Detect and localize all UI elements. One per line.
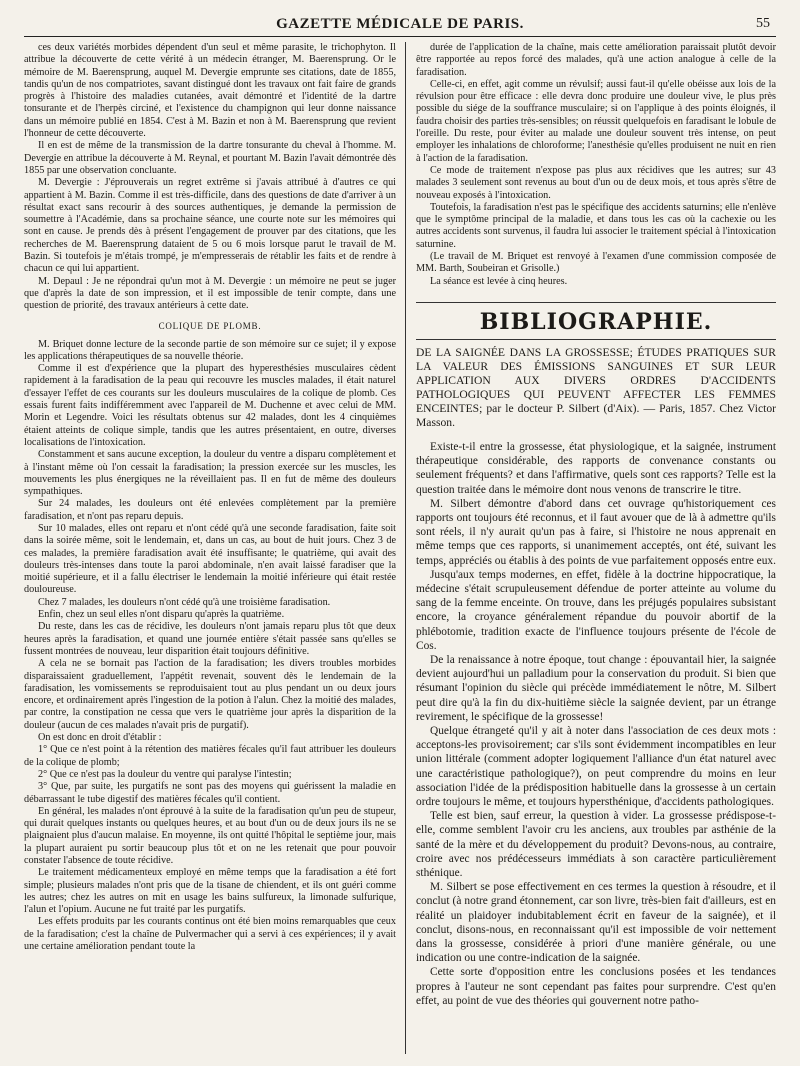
left-column: [24, 42, 396, 1054]
bibliographie-heading: BIBLIOGRAPHIE.: [479, 308, 713, 335]
paragraph: M. Briquet donne lecture de la seconde partie de son mémoire sur ce sujet; il y expose les applications thérapeutiques de sa nouvelle théorie.: [24, 338, 396, 362]
two-column-body: [24, 42, 776, 1054]
paragraph: Quelque étrangeté qu'il y ait à noter dans l'association de ces deux mots : acceptons-les provisoirement; car s'ils sont évidemment incompatibles en leur union littérale (comment adopter logiquement l'alliance d'un état naturel avec une caractéristique pathologique?), on peut comprendre du moins en leur association l'idée de la prédisposition habituelle dans la grossesse à un certain ordre toujours le même, et toujours hypersthénique, d'accidents pathologiques.: [416, 725, 776, 809]
page-header: [24, 10, 776, 37]
page-number: 55: [756, 16, 770, 31]
newspaper-page: [24, 10, 776, 1060]
paragraph: Comme il est d'expérience que la plupart des hyperesthésies musculaires cèdent rapidement à la faradisation de la peau qui recouvre les muscles malades, il était naturel d'essayer l'effet de ces courants sur les douleurs musculaires de la colique de plomb. Ces essais furent faits indifféremment avec l'appareil de M. Duchenne et avec celui de MM. Morin et Legendre. Voici les résultats obtenus sur 42 malades, dont les 4 cinquièmes étaient atteints de colique simple, tandis que les autres présentaient, en outre, diverses localisations de l'intoxication.: [24, 363, 396, 448]
report-continuation: [416, 42, 776, 288]
paragraph: De la renaissance à notre époque, tout change : épouvantail hier, la saignée devient aujourd'hui un palladium pour la conservation du produit. Si bien que résumant l'opinion du siècle qui précède immédiatement le nôtre, M. Silbert peut dire qu'à la fin du dix-huitième siècle la saignée devient, par un étrange revirement, le spécifique de la grossesse!: [416, 653, 776, 723]
paragraph: M. Silbert démontre d'abord dans cet ouvrage qu'historiquement ces rapports ont toujours été reconnus, et il faut avouer que de là à admettre qu'ils sont réels, il n'y aurait qu'un pas à faire, si l'histoire ne nous apprenait en même temps que ces rapports, si unanimement acceptés, ont été, suivant les temps, appréciés ou établis à des points de vue parfaitement opposés entre eux.: [416, 497, 776, 567]
paragraph: En général, les malades n'ont éprouvé à la suite de la faradisation qu'un peu de stupeur, qui durait quelques instants ou quelques heures, et au bout d'un ou de deux jours ils ne se plaignaient plus d'aucun malaise. En moyenne, ils ont quitté l'hôpital le septième jour, mais la plupart auraient pu sortir beaucoup plus tôt et on ne les retenait que pour pouvoir constater l'absence de toute récidive.: [24, 805, 396, 866]
paragraph: Chez 7 malades, les douleurs n'ont cédé qu'à une troisième faradisation.: [38, 596, 331, 608]
paragraph: Constamment et sans aucune exception, la douleur du ventre a disparu complètement et à l'instant même où l'on cessait la faradisation; la pression exercée sur les muscles, les mouvements les plus énergiques ne la réveillaient pas. Il en fut de même des douleurs sympathiques.: [24, 449, 396, 498]
paragraph: ces deux variétés morbides dépendent d'un seul et même parasite, le trichophyton. Il attribue la découverte de cette vérité à un médecin étranger, M. Baerensprung. Or le mémoire de M. Baerensprung, auquel M. Devergie emprunte ses citations, date de 1855, tandis qu'un de nos compatriotes, savant distingué dont les travaux ont fait faire de grands progrès à l'histoire des maladies cutanées, avait démontré et l'identité de la dartre tonsurante et de l'herpès circiné, et l'existence du champignon qui leur donne naissance dans un mémoire publié en 1854. C'est à M. Bazin et non à M. Baerensprung que revient l'honneur de cette découverte.: [24, 42, 396, 140]
section-heading-colique: COLIQUE DE PLOMB.: [158, 320, 262, 331]
paragraph: M. Devergie : J'éprouverais un regret extrême si j'avais attribué à d'autres ce qui appartient à M. Bazin. Comme il est très-difficile, dans des questions de date d'arriver à un résultat exact sans recourir à des sources authentiques, je demande la permission de soumettre à l'Académie, dans sa prochaine séance, une courte note sur les mémoires qui sont en cause. Je prends dès à présent l'engagement de prouver par des citations, que les recherches de M. Baerensprung dataient de 5 ou 6 mois lorsque parut le travail de M. Bazin. Si toutefois je m'étais trompé, je m'empresserais de rétablir les faits et de rendre à chacun ce qui lui appartient.: [24, 177, 396, 275]
column-divider: [405, 42, 406, 1054]
list-item: 2° Que ce n'est pas la douleur du ventre qui paralyse l'intestin;: [38, 768, 292, 780]
paragraph: Le traitement médicamenteux employé en même temps que la faradisation a été fort simple; plusieurs malades n'ont pris que de la tisane de chiendent, et ils ont guéri comme les autres; chez les autres on mit en usage les bains sulfureux, la limonade sulfurique, l'alun et l'opium. Aucune ne fut traité par les purgatifs.: [24, 867, 396, 916]
paragraph: Sur 24 malades, les douleurs ont été enlevées complètement par la première faradisation, et n'ont pas reparu depuis.: [24, 498, 396, 522]
paragraph: A cela ne se bornait pas l'action de la faradisation; les divers troubles morbides disparaissaient graduellement, l'appétit revenait, souvent dès le lendemain de la faradisation, les vomissements se reproduisaient tout au plus pendant un ou deux jours encore, et ordinairement après l'ingestion de la potion à l'alun. Chez la moitié des malades, par contre, la constipation ne cessa que vers le quatrième jour après la disparition de la douleur (aucun de ces malades n'avait pris de purgatif).: [24, 658, 396, 731]
reviewed-book-title: DE LA SAIGNÉE DANS LA GROSSESSE; ÉTUDES PRATIQUES SUR LA VALEUR DES ÉMISSIONS SANGUINES ET SUR LEUR APPLICATION AUX DIVERS ORDRES D'ACCIDENTS PATHOLOGIQUES QUI PEUVENT AFFECTER LES FEMMES ENCEINTES; par le docteur P. Silbert (d'Aix). — Paris, 1857. Chez Victor Masson.: [416, 345, 776, 429]
paragraph: Les effets produits par les courants continus ont été bien moins remarquables que ceux de la faradisation; c'est la chaîne de Pulvermacher qui a servi à ces expériences; il y avait une certaine amélioration pendant toute la: [24, 916, 396, 953]
heading-underline: [416, 339, 776, 340]
list-item: 1° Que ce n'est point à la rétention des matières fécales qu'il faut attribuer les douleurs de la colique de plomb;: [24, 744, 396, 768]
paragraph: durée de l'application de la chaîne, mais cette amélioration paraissait plutôt devoir être rapportée au repos forcé des malades, qu'à une action analogue à celle de la faradisation.: [416, 42, 776, 78]
paragraph: Sur 10 malades, elles ont reparu et n'ont cédé qu'à une seconde faradisation, faite soit dans la soirée même, soit le lendemain, et, dans un cas, au bout de huit jours. Chez 3 de ces malades, la première faradisation avait été insuffisante; le quatrième, qui avait des douleurs très-intenses dans toute la paroi abdominale, n'en avait laissé faradiser que la moitié supérieure, et il a fallu électriser le lendemain la moitié inférieure qui était restée douloureuse.: [24, 522, 396, 596]
paragraph: Celle-ci, en effet, agit comme un révulsif; aussi faut-il qu'elle obéisse aux lois de la révulsion pour être efficace : elle devra donc produire une douleur vive, le plus près possible du siége de la souffrance musculaire; si on l'applique à des points éloignés, il faudra choisir des parties très-sensibles; on réussit quelquefois en faradisant le lobule de l'oreille. Du reste, pour éviter au malade une douleur souvent très intense, on peut employer les inhalations de chloroforme; l'anesthésie qu'elles produisent ne nuit en rien à l'action de la faradisation.: [416, 78, 776, 164]
right-column: [416, 42, 776, 1054]
paragraph: M. Depaul : Je ne répondrai qu'un mot à M. Devergie : un mémoire ne peut se juger que d'après la date de son impression, et il est impossible de tenir compte, dans une question de priorité, des travaux antérieurs à cette date.: [24, 275, 396, 312]
paragraph: Du reste, dans les cas de récidive, les douleurs n'ont jamais reparu plus tôt que deux heures après la faradisation, et quand une journée entière s'était passée sans qu'elles se fussent montrées de nouveau, leur disparition était toujours définitive.: [24, 621, 396, 657]
paragraph: M. Silbert se pose effectivement en ces termes la question à résoudre, et il conclut (à notre grand étonnement, car son livre, très-bien fait d'ailleurs, est en réalité un plaidoyer indubitablement écrit en faveur de la saignée), et il conclut, disons-nous, en reconnaissant qu'il est impossible de voir nettement dans la grossesse, considérée à priori d'une manière générale, ou une indication ou une contre-indication de la saignée.: [416, 881, 776, 965]
review-body: [416, 440, 776, 1008]
section-rule: [416, 302, 776, 303]
paragraph: Cette sorte d'opposition entre les conclusions posées et les tendances propres à l'auteur ne sont cependant pas faites pour surprendre. C'est qu'en effet, au point de vue des théories qui gouvernent notre patho-: [416, 966, 776, 1007]
paragraph: Ce mode de traitement n'expose pas plus aux récidives que les autres; sur 43 malades 3 seulement sont revenus au bout d'un ou de deux mois, et tous après s'être de nouveau exposés à l'intoxication.: [416, 164, 776, 201]
paragraph: Il en est de même de la transmission de la dartre tonsurante du cheval à l'homme. M. Devergie en attribue la découverte à M. Reynal, et pourtant M. Bazin l'avait démontrée dès 1855 par une observation concluante.: [24, 140, 396, 176]
paragraph: Toutefois, la faradisation n'est pas le spécifique des accidents saturnins; elle n'enlève que le symptôme principal de la maladie, et dans tous les cas où la cachexie ou les autres accidents sont survenus, il faudra lui associer le traitement spécial à l'intoxication saturnine.: [416, 201, 776, 250]
paragraph: Existe-t-il entre la grossesse, état physiologique, et la saignée, instrument thérapeutique considérable, des rapports de convenance constants ou seulement fréquents? et dans l'affirmative, quels sont ces rapports? Telle est la question traitée dans le mémoire dont nous venons de transcrire le titre.: [416, 440, 776, 496]
paragraph: (Le travail de M. Briquet est renvoyé à l'examen d'une commission composée de MM. Barth, Soubeiran et Grisolle.): [416, 251, 776, 275]
paragraph: La séance est levée à cinq heures.: [430, 275, 568, 287]
paragraph: Jusqu'aux temps modernes, en effet, fidèle à la doctrine hippocratique, la médecine s'était scrupuleusement défendue de porter atteinte au volume du sang de la femme enceinte. On trouve, dans les préjugés populaires subsistant encore, la croyance généralement répandue du pouvoir abortif de la phlébotomie, tradition exacte de l'influence toujours présente de l'école de Cos.: [416, 568, 776, 652]
paragraph: On est donc en droit d'établir :: [38, 732, 162, 744]
list-item: 3° Que, par suite, les purgatifs ne sont pas des moyens qui guérissent la maladie en débarrassant le tube digestif des matières fécales qu'il contient.: [24, 781, 396, 805]
paragraph: Enfin, chez un seul elles n'ont disparu qu'après la quatrième.: [38, 609, 285, 621]
paragraph: Telle est bien, sauf erreur, la question à vider. La grossesse prédispose-t-elle, comme semblent l'avoir cru les anciens, aux troubles par asthénie de la santé de la mère et du développement du produit? Devons-nous, au contraire, croire avec nos prédécesseurs immédiats à son caractère particulièrement sthénique.: [416, 810, 776, 880]
journal-title: GAZETTE MÉDICALE DE PARIS.: [276, 16, 524, 32]
